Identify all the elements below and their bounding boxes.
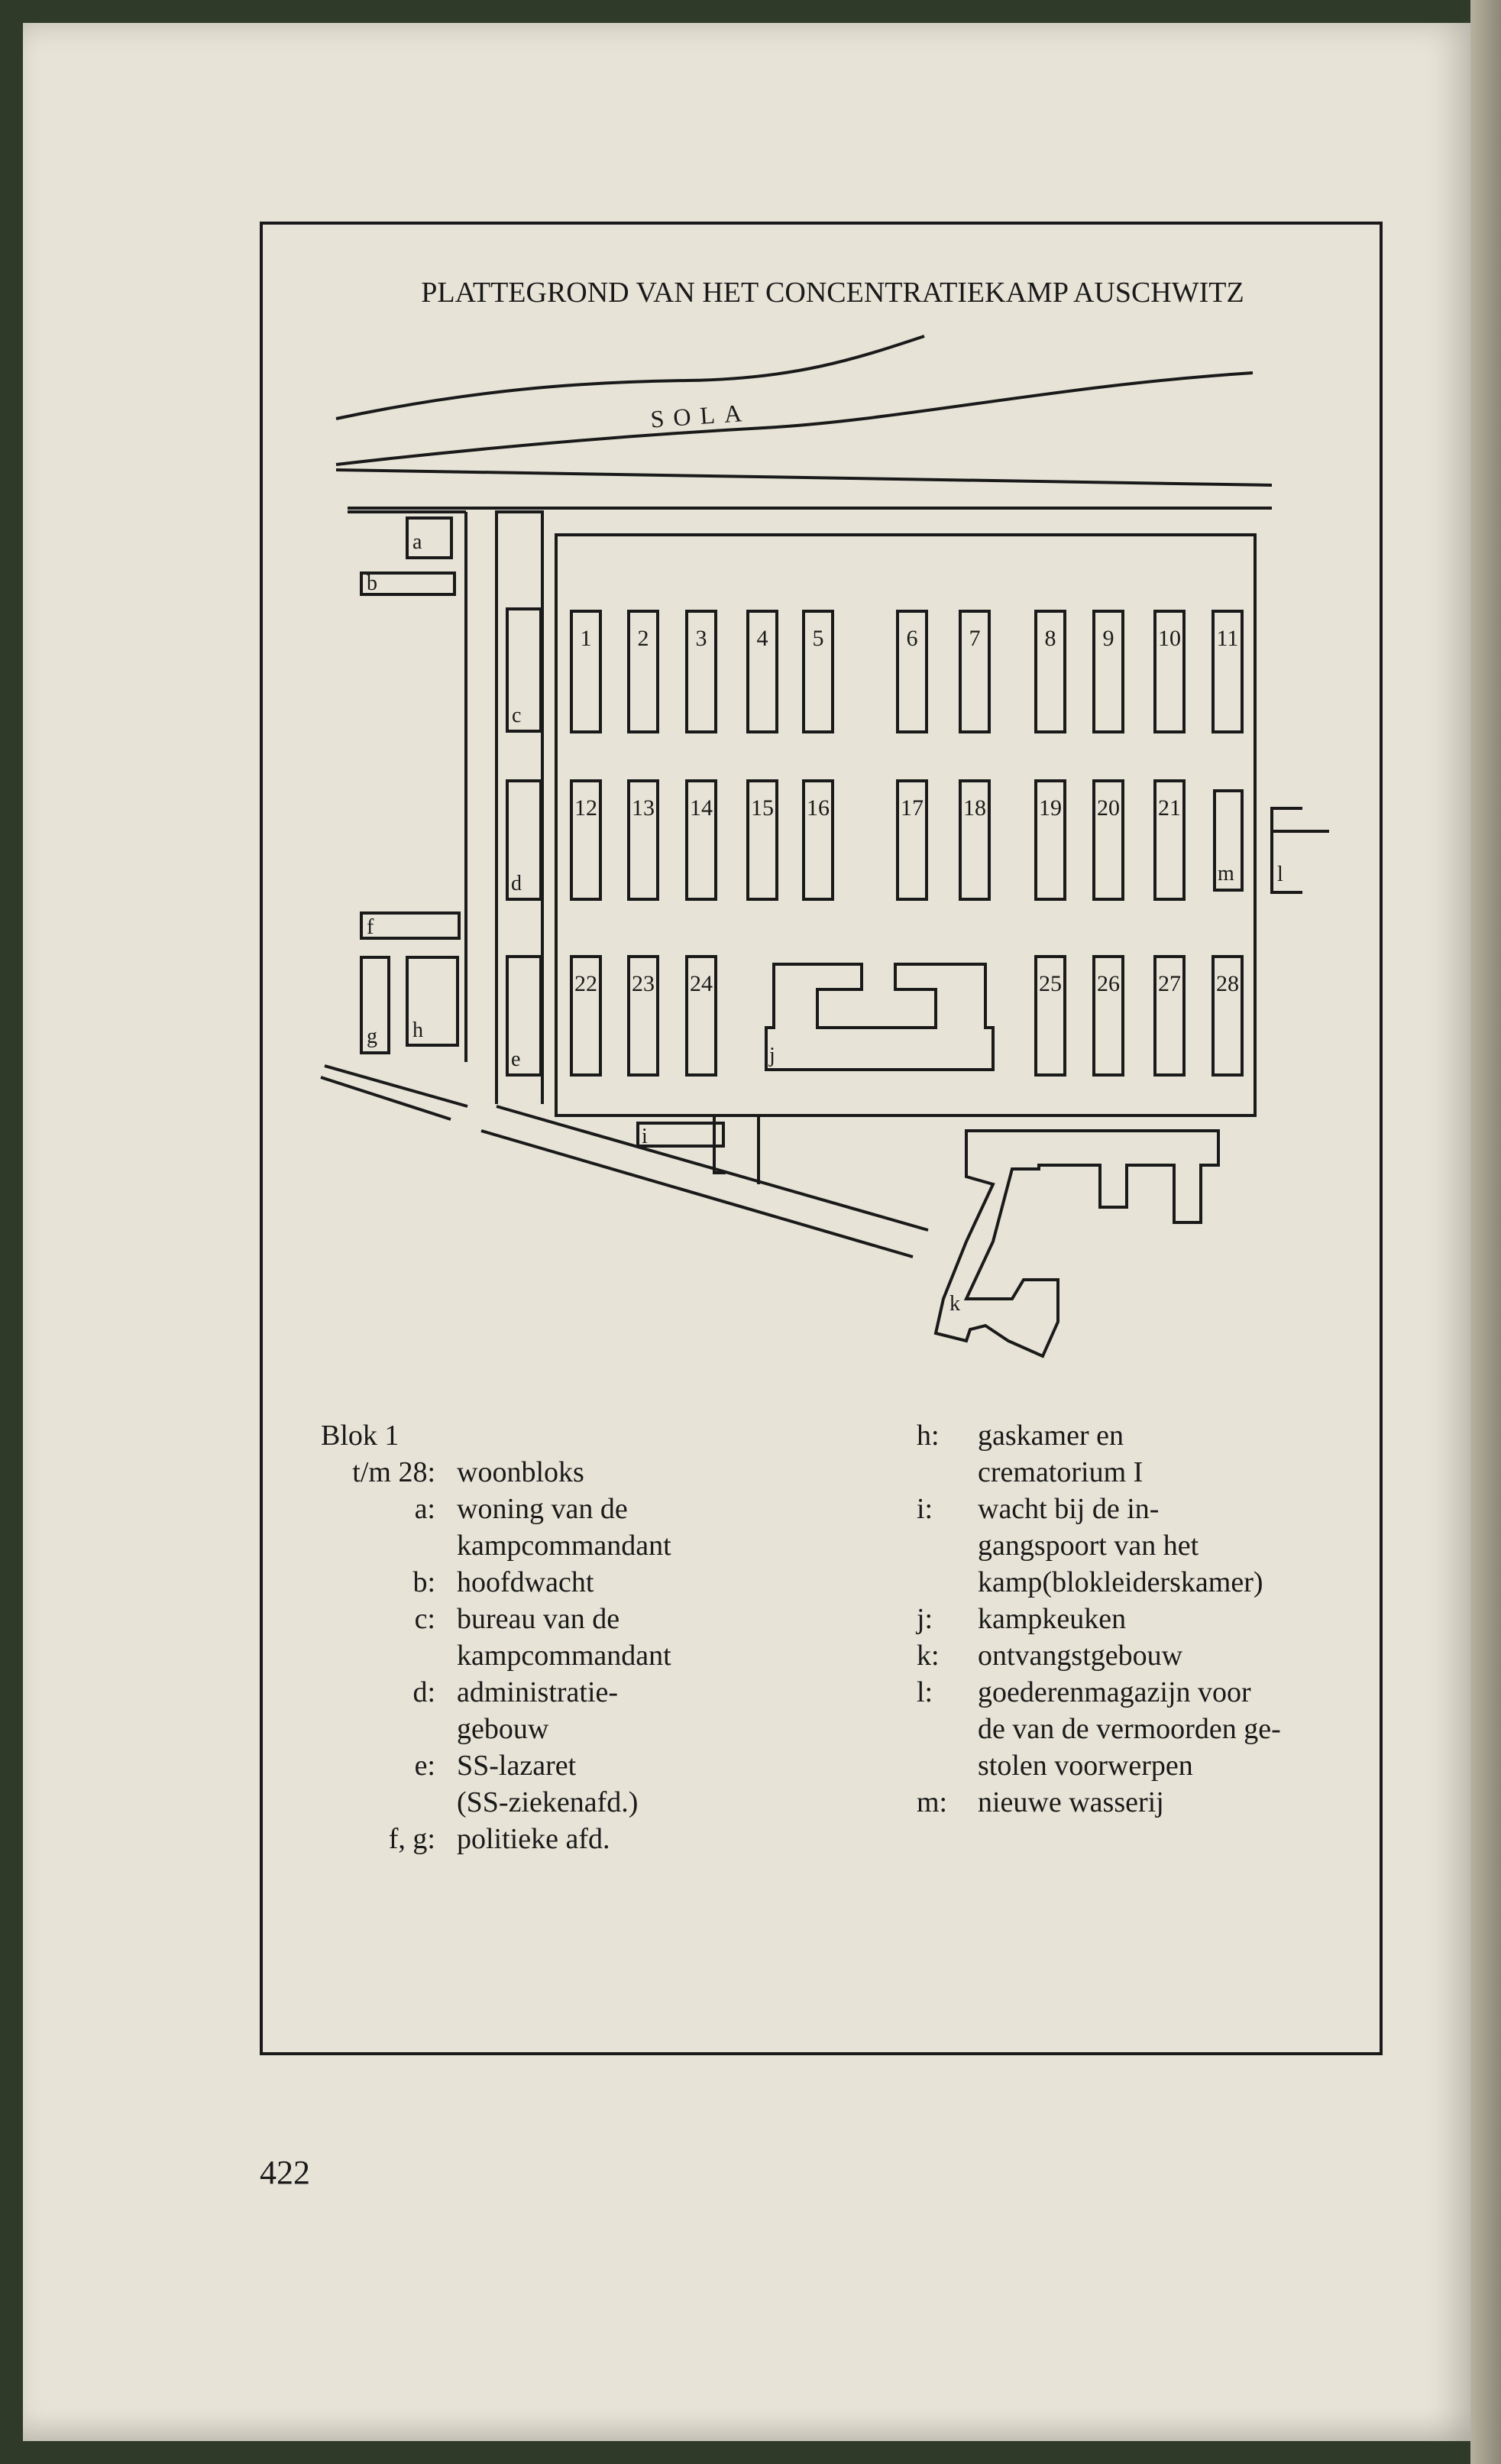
legend-text: woning van de kampcommandant [457,1493,671,1562]
block-12 [571,781,600,899]
block-number: 9 [1102,626,1114,651]
label-k: k [949,1292,960,1316]
map-legend [321,1417,1375,1891]
label-c: c [512,704,522,727]
block-19 [1036,781,1065,899]
label-a: a [412,530,422,554]
legend-key: j: [917,1603,933,1635]
block-4 [748,611,777,732]
block-5 [804,611,833,732]
block-number: 17 [901,795,924,821]
block-20 [1094,781,1123,899]
block-17 [898,781,927,899]
legend-item [917,1417,1390,1491]
building-l [1272,808,1302,892]
block-11 [1213,611,1242,732]
building-i [638,1123,723,1146]
block-number: 28 [1216,971,1239,996]
block-16 [804,781,833,899]
label-m: m [1218,862,1234,886]
label-d: d [511,872,522,895]
page-number: 422 [260,2154,310,2191]
label-h: h [412,1018,423,1042]
block-10 [1155,611,1184,732]
block-number: 5 [812,626,824,651]
legend-text: wacht bij de in- gangspoort van het kamp(blokleiderskamer) [978,1493,1263,1598]
legend-text: bureau van de kampcommandant [457,1603,671,1672]
legend-item [917,1784,1390,1821]
legend-key: m: [917,1786,948,1818]
block-6 [898,611,927,732]
block-25 [1036,957,1065,1075]
legend-blok-header: Blok 1 [321,1420,400,1452]
legend-item [321,1821,856,1857]
block-number: 18 [963,795,986,821]
label-f: f [367,915,374,939]
block-number: 14 [690,795,713,821]
legend-item [321,1601,856,1674]
label-i: i [642,1125,648,1148]
legend-text: ontvangstgebouw [978,1640,1183,1672]
block-number: 6 [906,626,918,651]
block-14 [687,781,716,899]
legend-text: nieuwe wasserij [978,1786,1164,1818]
block-number: 11 [1216,626,1239,651]
block-3 [687,611,716,732]
block-8 [1036,611,1065,732]
legend-key: h: [917,1420,940,1452]
block-24 [687,957,716,1075]
block-26 [1094,957,1123,1075]
building-labels [367,530,1283,1316]
block-28 [1213,957,1242,1075]
legend-text: SS-lazaret (SS-ziekenafd.) [457,1750,639,1818]
legend-column-right [917,1417,1390,1821]
label-j: j [769,1044,775,1067]
block-number: 2 [637,626,649,651]
legend-key: t/m 28: [352,1456,435,1488]
building-k [936,1131,1218,1356]
legend-item [917,1601,1390,1637]
block-number: 7 [969,626,981,651]
block-number: 8 [1044,626,1056,651]
block-22 [571,957,600,1075]
legend-key: c: [414,1603,435,1635]
label-l: l [1277,863,1283,886]
legend-item [321,1564,856,1601]
legend-item [917,1491,1390,1601]
blocks-layer [571,611,1242,1075]
legend-text: woonbloks [457,1456,584,1488]
legend-text: administratie- gebouw [457,1676,619,1745]
block-number: 15 [751,795,774,821]
block-number: 25 [1039,971,1062,996]
roads [321,470,1272,1257]
legend-key: e: [414,1750,435,1782]
legend-item [321,1747,856,1821]
block-number: 23 [632,971,655,996]
block-18 [960,781,989,899]
block-number: 20 [1097,795,1120,821]
legend-key: b: [412,1566,435,1598]
block-number: 27 [1158,971,1181,996]
block-15 [748,781,777,899]
legend-key: i: [917,1493,933,1525]
map-title: PLATTEGROND VAN HET CONCENTRATIEKAMP AUSCHWITZ [421,277,1244,309]
legend-text: politieke afd. [457,1823,610,1855]
legend-key: f, g: [388,1823,435,1855]
legend-text: hoofdwacht [457,1566,594,1598]
block-number: 3 [695,626,707,651]
block-number: 19 [1039,795,1062,821]
legend-item [321,1674,856,1747]
label-e: e [511,1047,521,1071]
block-number: 16 [807,795,830,821]
building-j [766,964,993,1070]
legend-key: k: [917,1640,940,1672]
block-23 [629,957,658,1075]
legend-column-left [321,1417,856,1857]
river-sola [336,336,1253,465]
block-number: 22 [574,971,597,996]
legend-item [917,1674,1390,1784]
block-number: 12 [574,795,597,821]
legend-item [321,1491,856,1564]
block-number: 24 [690,971,713,996]
label-b: b [367,571,377,595]
block-7 [960,611,989,732]
legend-item [321,1454,856,1491]
legend-key: l: [917,1676,933,1708]
legend-text: kampkeuken [978,1603,1127,1635]
block-number: 4 [756,626,768,651]
label-g: g [367,1025,377,1048]
river-label: SOLA [649,398,752,433]
block-1 [571,611,600,732]
block-2 [629,611,658,732]
block-27 [1155,957,1184,1075]
block-number: 13 [632,795,655,821]
block-21 [1155,781,1184,899]
legend-key: d: [412,1676,435,1708]
block-9 [1094,611,1123,732]
block-number: 10 [1158,626,1181,651]
legend-item [917,1637,1390,1674]
legend-text: goederenmagazijn voor de van de vermoorden ge- stolen voorwerpen [978,1676,1281,1782]
legend-key: a: [414,1493,435,1525]
block-number: 26 [1097,971,1120,996]
block-number: 21 [1158,795,1181,821]
building-f [361,913,459,938]
legend-text: gaskamer en crematorium I [978,1420,1144,1488]
block-13 [629,781,658,899]
block-number: 1 [580,626,592,651]
